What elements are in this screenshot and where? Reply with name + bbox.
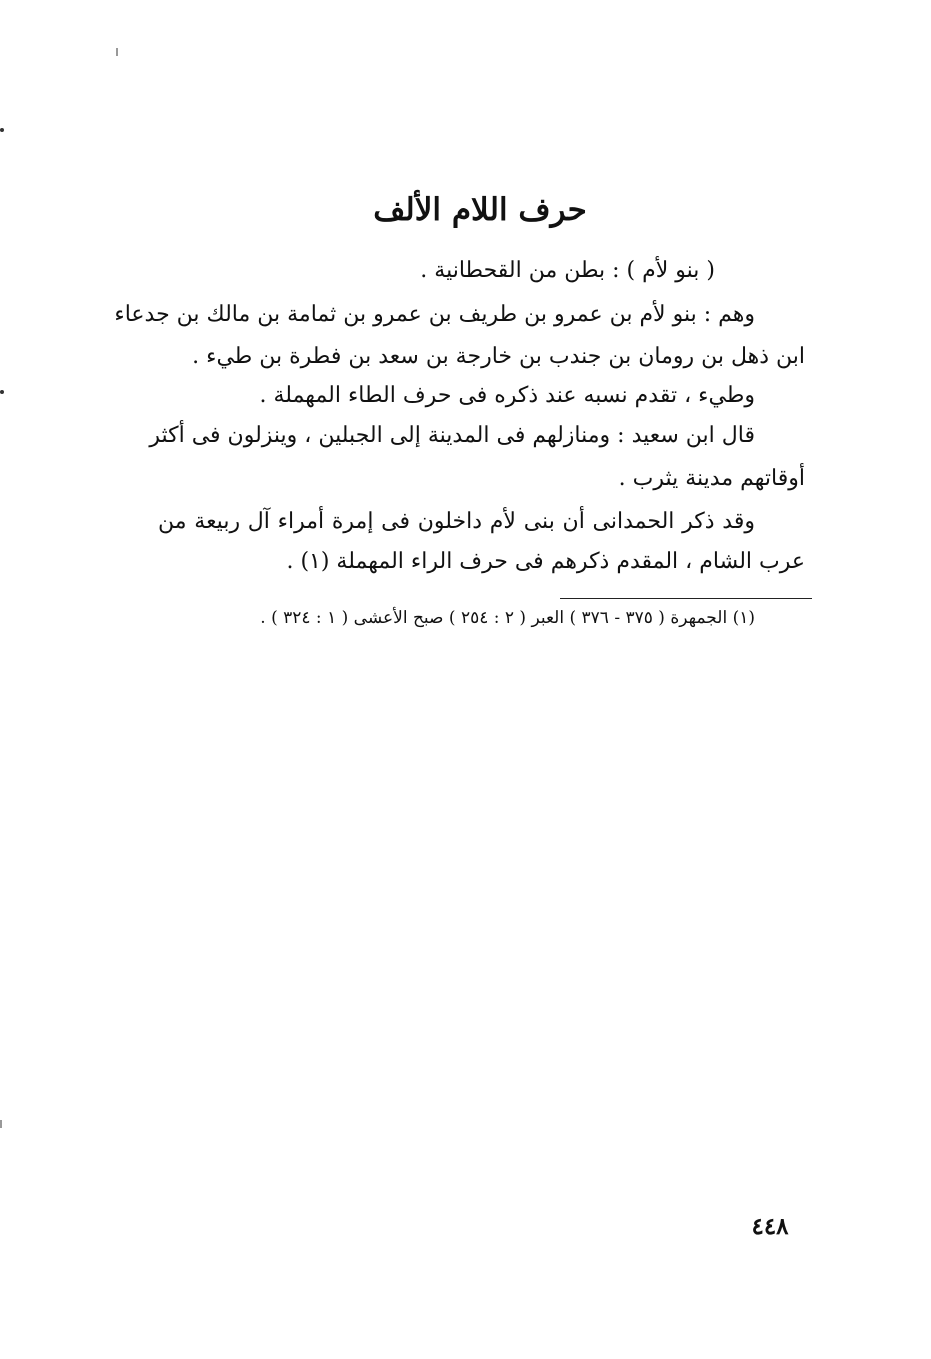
paragraph-line: وقد ذكر الحمدانى أن بنى لأم داخلون فى إمرة أمراء آل ربيعة من: [158, 509, 755, 534]
page-number: ٤٤٨: [751, 1213, 789, 1240]
paragraph-line: ابن ذهل بن رومان بن جندب بن خارجة بن سعد بن فطرة بن طيء .: [192, 344, 805, 369]
paragraph-line: ( بنو لأم ) : بطن من القحطانية .: [420, 258, 715, 283]
footnote-separator: [560, 598, 812, 599]
footnote: (١) الجمهرة ( ٣٧٥ - ٣٧٦ ) العبر ( ٢ : ٢٥٤ ) صبح الأعشى ( ١ : ٣٢٤ ) .: [260, 608, 755, 628]
paragraph-line: قال ابن سعيد : ومنازلهم فى المدينة إلى الجبلين ، وينزلون فى أكثر: [149, 423, 755, 448]
paragraph-line: وطيء ، تقدم نسبه عند ذكره فى حرف الطاء المهملة .: [259, 383, 755, 408]
scan-speck: [116, 48, 118, 56]
margin-mark: [0, 390, 4, 394]
paragraph-line: عرب الشام ، المقدم ذكرهم فى حرف الراء المهملة (١) .: [286, 549, 805, 574]
scan-speck: [0, 1120, 2, 1128]
paragraph-line: أوقاتهم مدينة يثرب .: [618, 466, 805, 491]
paragraph-line: وهم : بنو لأم بن عمرو بن طريف بن عمرو بن ثمامة بن مالك بن جدعاء: [114, 302, 755, 327]
section-heading: حرف اللام الألف: [373, 192, 587, 228]
margin-mark: [0, 128, 4, 132]
